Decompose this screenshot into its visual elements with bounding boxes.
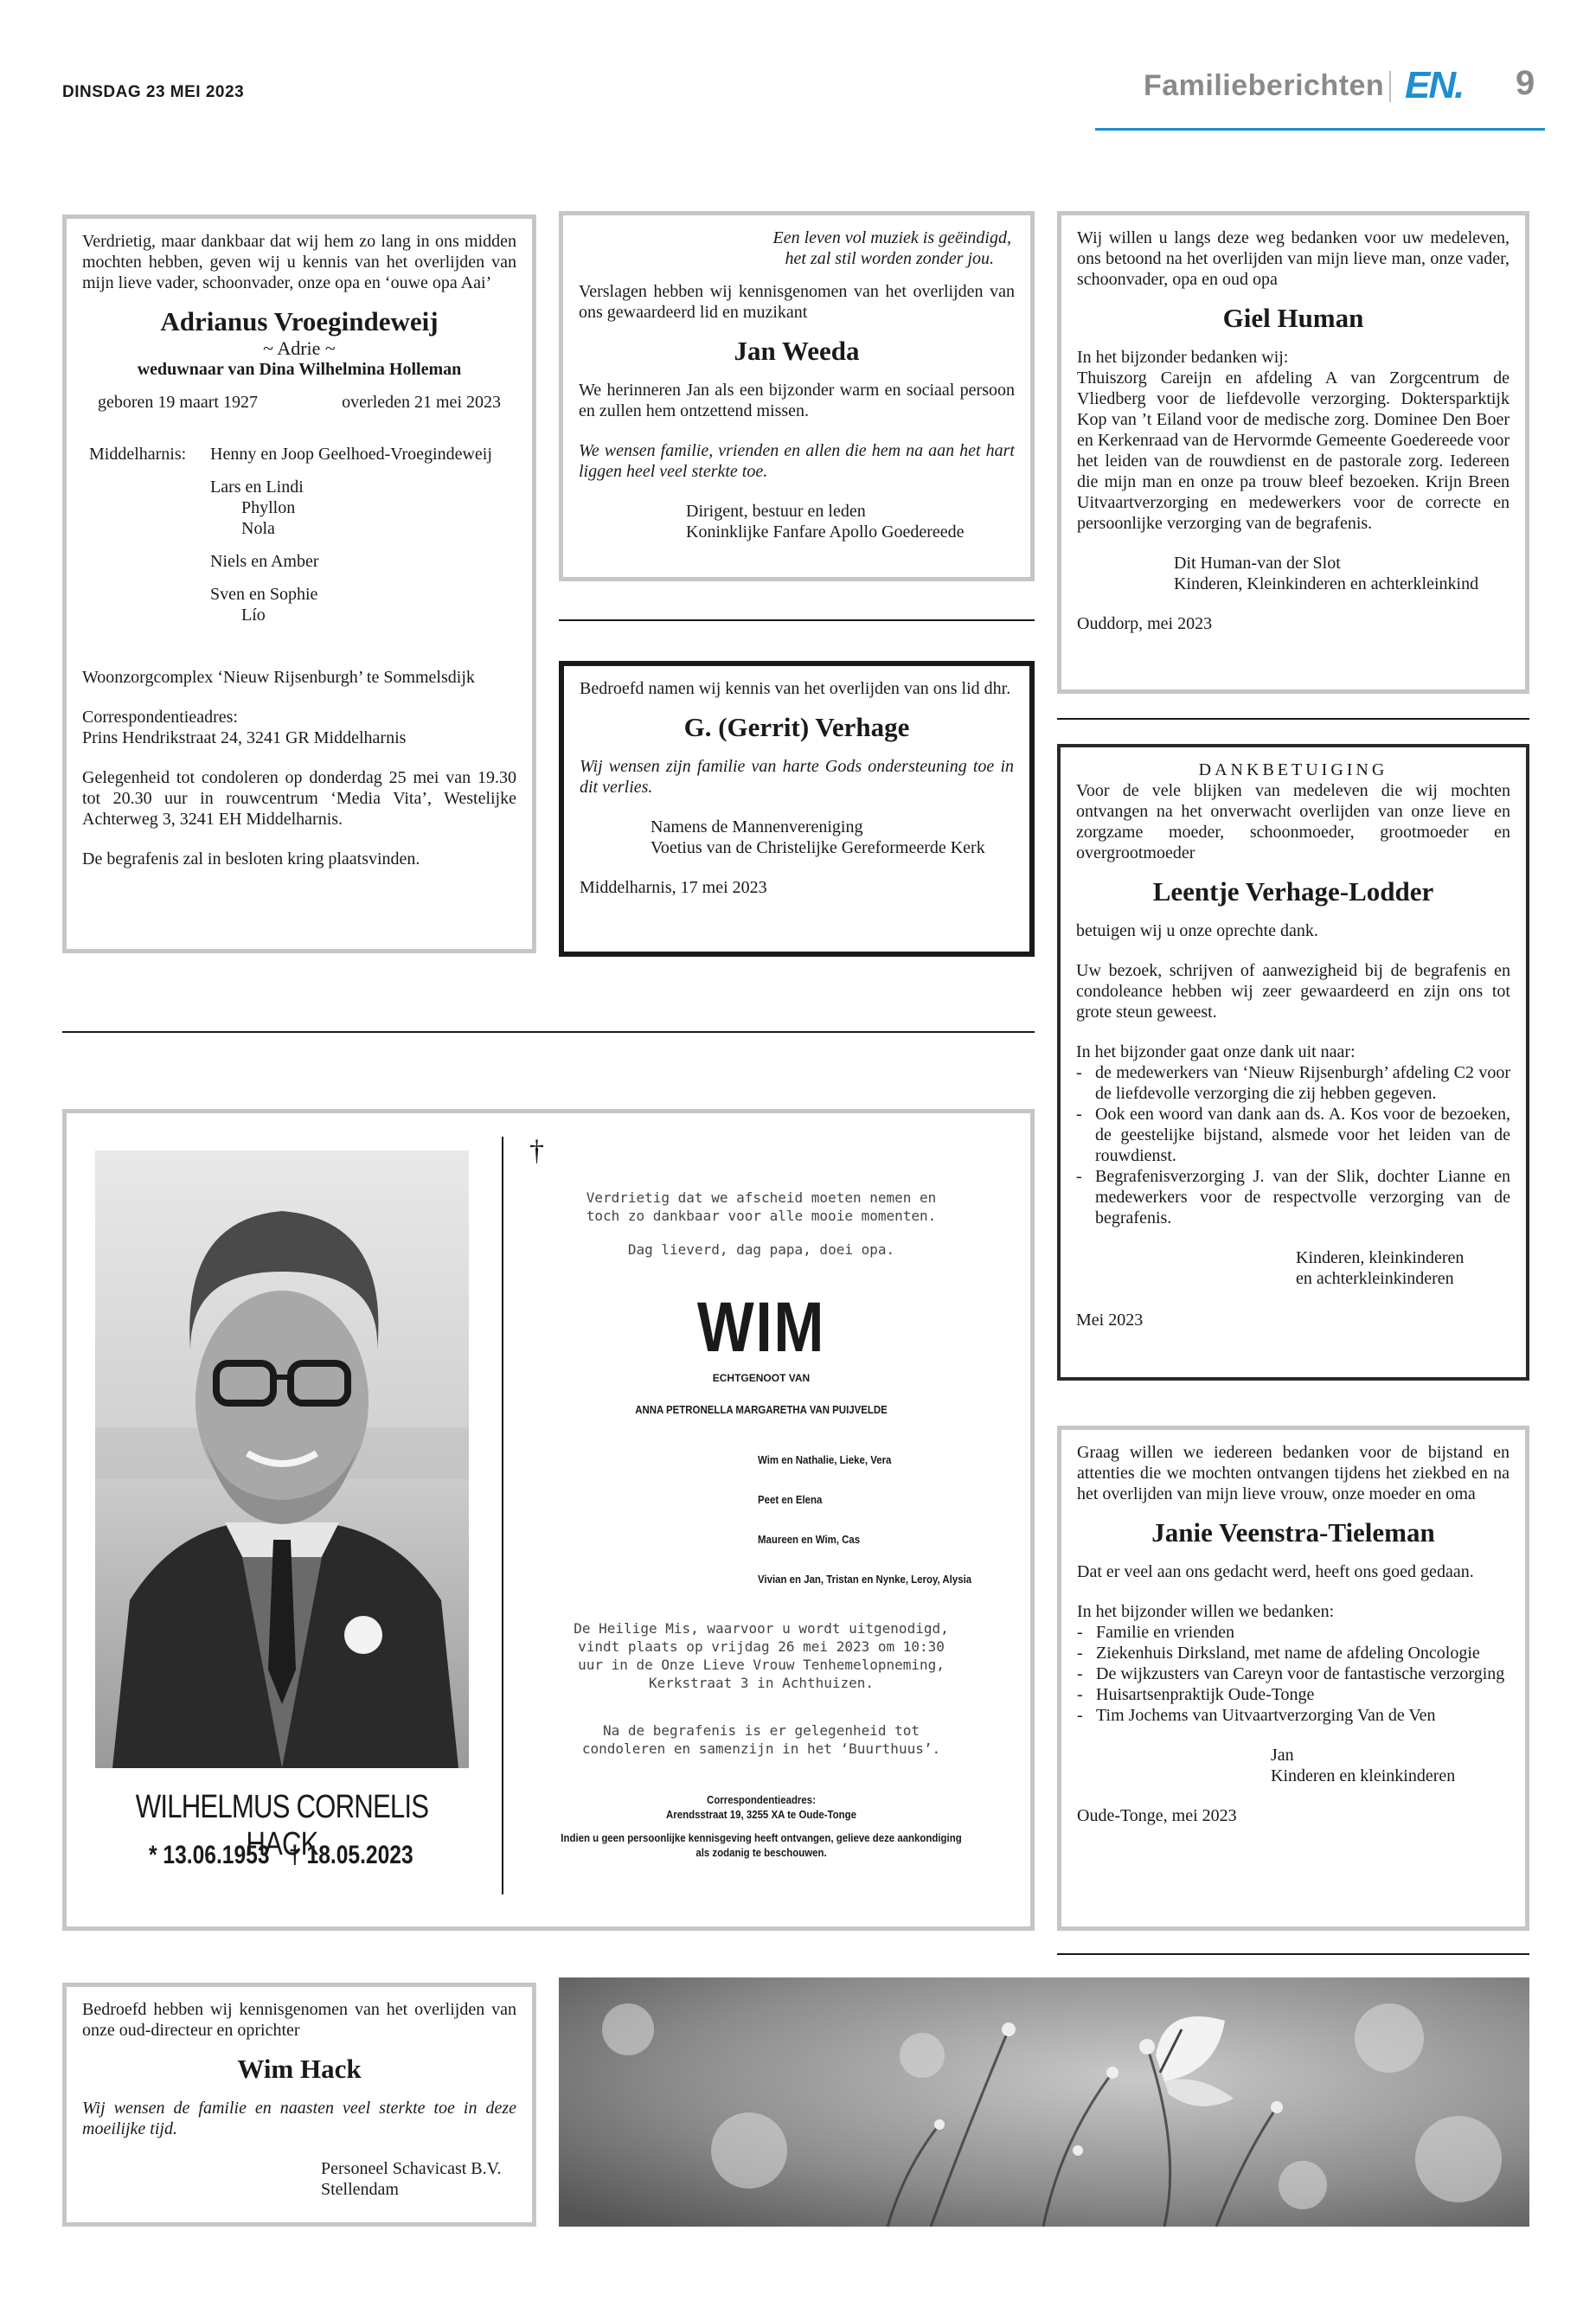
- widower-line: weduwnaar van Dina Wilhelmina Holleman: [137, 360, 462, 379]
- list-item: - Ziekenhuis Dirksland, met name de afdeling Oncologie: [1077, 1643, 1509, 1663]
- deceased-name: Giel Human: [1222, 303, 1364, 333]
- notice-wish: Wij wensen zijn familie van harte Gods ondersteuning toe in dit verlies.: [580, 757, 1014, 797]
- spouse-label: ECHTGENOOT VAN: [712, 1372, 811, 1384]
- family-member: Niels en Amber: [210, 552, 319, 571]
- correspondence-address: Arendsstraat 19, 3255 XA te Oude-Tonge: [666, 1808, 856, 1821]
- notice-intro: Verdrietig, maar dankbaar dat wij hem zo lang in ons midden mochten hebben, geven wij u kennis van het overlijden van mijn lieve vader, schoonvader, onze opa en ‘ouwe opa Aai’: [82, 232, 516, 292]
- column-divider: [1057, 718, 1529, 720]
- nickname: ~ Adrie ~: [263, 337, 336, 359]
- notice-line: Indien u geen persoonlijke kennisgeving heeft ontvangen, gelieve deze aankondiging: [561, 1831, 962, 1844]
- funeral-info: De begrafenis zal in besloten kring plaatsvinden.: [82, 849, 420, 868]
- signature: Kinderen, Kleinkinderen en achterkleinkind: [1174, 574, 1479, 593]
- list-item: - Huisartsenpraktijk Oude-Tonge: [1077, 1684, 1509, 1705]
- cross-icon: †: [529, 1135, 544, 1167]
- deceased-name: Adrianus Vroegindeweij: [160, 306, 439, 336]
- thanks-label: In het bijzonder bedanken wij:: [1077, 348, 1289, 367]
- deceased-name: G. (Gerrit) Verhage: [683, 712, 910, 742]
- header-divider: [1389, 71, 1391, 102]
- family-member: Lars en Lindi: [210, 478, 304, 497]
- vertical-divider: [502, 1137, 503, 1894]
- portrait-photo: [95, 1150, 469, 1768]
- list-item: - Familie en vrienden: [1077, 1622, 1509, 1643]
- signature: Kinderen, kleinkinderen: [1296, 1248, 1465, 1267]
- family-member: Henny en Joop Geelhoed-Vroegindeweij: [210, 445, 492, 464]
- column-divider: [559, 619, 1035, 621]
- list-item: - Ook een woord van dank aan ds. A. Kos voor de bezoeken, de geestelijke bijstand, alsmede voor het leiden van de rouwdienst.: [1076, 1104, 1510, 1166]
- butterfly-photo: [559, 1977, 1529, 2227]
- signature: Voetius van de Christelijke Gereformeerde Kerk: [651, 838, 985, 857]
- notice-text: Dat er veel aan ons gedacht werd, heeft ons goed gedaan.: [1077, 1562, 1474, 1581]
- notice-weeda: [559, 211, 1035, 581]
- thanks-label: In het bijzonder willen we bedanken:: [1077, 1602, 1335, 1621]
- notice-text: We herinneren Jan als een bijzonder warm en sociaal persoon en zullen hem ontzettend missen.: [579, 381, 1015, 420]
- family-member: Nola: [241, 519, 275, 538]
- page-number: 9: [1516, 64, 1535, 102]
- place-date: Oude-Tonge, mei 2023: [1077, 1806, 1237, 1825]
- wim-correspondence: [548, 1792, 975, 1860]
- list-item: - Begrafenisverzorging J. van der Slik, dochter Lianne en medewerkers voor de respectvolle verzorging van de begrafenis.: [1076, 1166, 1510, 1228]
- mass-info: [519, 1619, 1003, 1758]
- notice-intro: Wij willen u langs deze weg bedanken voor uw medeleven, ons betoond na het overlijden van mijn lieve man, onze vader, schoonvader, opa en oud opa: [1077, 228, 1509, 289]
- death-date: † 18.05.2023: [289, 1841, 413, 1869]
- list-item: - Tim Jochems van Uitvaartverzorging Van de Ven: [1077, 1705, 1509, 1726]
- notice-text: Uw bezoek, schrijven of aanwezigheid bij de begrafenis en condoleance hebben wij zeer gewaardeerd en zijn ons tot grote steun geweest.: [1076, 961, 1510, 1022]
- notice-vroegindeweij: [62, 215, 536, 953]
- signature: Stellendam: [321, 2180, 399, 2199]
- mass-line: Kerkstraat 3 in Achthuizen.: [648, 1675, 875, 1691]
- family-place: Middelharnis:: [89, 445, 187, 464]
- thanks-text: Thuiszorg Careijn en afdeling A van Zorgcentrum de Vliedberg voor de liefdevolle verzorging. Doktersparktijk Kop van ’t Eiland voor de medische zorg. Dominee Den Boer en Kerkenraad van de Hervormde Gemeente Goedereede voor het leiden van de rouwdienst en de pastorale zorg. Iedereen die mijn man en onze pa trouw bleef bezoeken. Krijn Breen Uitvaartverzorging en medewerkers voor de correcte en persoonlijke verzorging van de begrafenis.: [1077, 369, 1509, 533]
- notice-tieleman: [1057, 1426, 1529, 1931]
- family-member: Phyllon: [241, 498, 296, 517]
- quote-line: toch zo dankbaar voor alle mooie momenten.: [586, 1208, 937, 1224]
- family-member: Vivian en Jan, Tristan en Nynke, Leroy, Alysia: [758, 1573, 972, 1586]
- family-member: Wim en Nathalie, Lieke, Vera: [758, 1453, 892, 1466]
- correspondence-label: Correspondentieadres:: [82, 708, 238, 727]
- column-divider: [62, 1031, 1035, 1033]
- newspaper-logo: EN.: [1405, 64, 1464, 106]
- thanks-list: [1077, 1622, 1509, 1726]
- spouse-name: ANNA PETRONELLA MARGARETHA VAN PUIJVELDE: [635, 1403, 888, 1416]
- first-name: WIM: [696, 1288, 826, 1367]
- notice-lodder: [1057, 744, 1529, 1381]
- residence: Woonzorgcomplex ‘Nieuw Rijsenburgh’ te Sommelsdijk: [82, 668, 475, 687]
- notice-intro: Bedroefd hebben wij kennisgenomen van het overlijden van onze oud-directeur en oprichter: [82, 2000, 516, 2040]
- mass-line: uur in de Onze Lieve Vrouw Tenhemelopneming,: [578, 1657, 945, 1673]
- birth-date: * 13.06.1953: [149, 1841, 270, 1869]
- header-accent-line: [1095, 128, 1545, 131]
- quote-line: Een leven vol muziek is geëindigd,: [772, 228, 1011, 247]
- farewell-line: Dag lieverd, dag papa, doei opa.: [627, 1241, 895, 1258]
- family-list: [758, 1453, 971, 1586]
- after-line: condoleren en samenzijn in het ‘Buurthuus’.: [581, 1740, 941, 1757]
- after-line: Na de begrafenis is er gelegenheid tot: [602, 1722, 920, 1739]
- quote-line: het zal stil worden zonder jou.: [785, 249, 994, 268]
- issue-date: DINSDAG 23 MEI 2023: [62, 83, 245, 101]
- notice-wish: Wij wensen de familie en naasten veel sterkte toe in deze moeilijke tijd.: [82, 2099, 516, 2138]
- butterfly-image: [559, 1977, 1529, 2227]
- signature: en achterkleinkinderen: [1296, 1269, 1454, 1288]
- wim-quote: [519, 1189, 1003, 1259]
- notice-human: [1057, 211, 1529, 694]
- full-name: WILHELMUS CORNELIS HACK: [135, 1789, 429, 1862]
- deceased-name: Leentje Verhage-Lodder: [1152, 876, 1434, 907]
- notice-text: betuigen wij u onze oprechte dank.: [1076, 921, 1318, 940]
- notice-line: als zodanig te beschouwen.: [695, 1846, 827, 1859]
- thanks-label: In het bijzonder gaat onze dank uit naar:: [1076, 1042, 1356, 1061]
- notice-intro: Bedroefd namen wij kennis van het overlijden van ons lid dhr.: [580, 679, 1011, 698]
- family-member: Peet en Elena: [758, 1493, 823, 1506]
- list-item: - de medewerkers van ‘Nieuw Rijsenburgh’ afdeling C2 voor de liefdevolle verzorging die zij hebben gegeven.: [1076, 1062, 1510, 1104]
- column-divider: [1057, 1953, 1529, 1955]
- quote-line: Verdrietig dat we afscheid moeten nemen en: [586, 1189, 937, 1206]
- signature: Koninklijke Fanfare Apollo Goedereede: [686, 522, 965, 542]
- mass-line: vindt plaats op vrijdag 26 mei 2023 om 10:30: [578, 1638, 945, 1655]
- signature: Jan: [1271, 1746, 1294, 1765]
- death-date: overleden 21 mei 2023: [342, 393, 501, 412]
- mass-line: De Heilige Mis, waarvoor u wordt uitgenodigd,: [574, 1620, 949, 1637]
- place-date: Middelharnis, 17 mei 2023: [580, 878, 767, 897]
- family-member: Lío: [241, 606, 266, 625]
- family-member: Sven en Sophie: [210, 585, 318, 604]
- notice-verhage: [559, 661, 1035, 957]
- notice-intro: Voor de vele blijken van medeleven die wij mochten ontvangen na het onverwacht overlijden van onze lieve en zorgzame moeder, schoonmoeder, grootmoeder en overgrootmoeder: [1076, 781, 1510, 862]
- signature: Dirigent, bestuur en leden: [686, 502, 866, 521]
- list-item: - De wijkzusters van Careyn voor de fantastische verzorging: [1077, 1663, 1509, 1684]
- correspondence-label: Correspondentieadres:: [707, 1793, 816, 1806]
- portrait-image: [95, 1150, 469, 1768]
- deceased-name: Wim Hack: [237, 2054, 362, 2084]
- notice-title: DANKBETUIGING: [1198, 760, 1388, 779]
- section-title: Familieberichten: [1144, 69, 1385, 102]
- notice-hack: [62, 1983, 536, 2227]
- deceased-name: Jan Weeda: [734, 336, 860, 366]
- condolence-info: Gelegenheid tot condoleren op donderdag 25 mei van 19.30 tot 20.30 uur in rouwcentrum ‘Media Vita’, Westelijke Achterweg 3, 3241 EH Middelharnis.: [82, 768, 516, 829]
- notice-intro: Graag willen we iedereen bedanken voor de bijstand en attenties die we mochten ontvangen tijdens het ziekbed en na het overlijden van mijn lieve vrouw, onze moeder en oma: [1077, 1443, 1509, 1503]
- signature: Kinderen en kleinkinderen: [1271, 1766, 1456, 1785]
- notice-intro: Verslagen hebben wij kennisgenomen van het overlijden van ons gewaardeerd lid en muzikant: [579, 282, 1015, 322]
- signature: Namens de Mannenvereniging: [651, 817, 863, 836]
- deceased-name: Janie Veenstra-Tieleman: [1151, 1517, 1435, 1548]
- birth-date: geboren 19 maart 1927: [98, 393, 258, 412]
- family-member: Maureen en Wim, Cas: [758, 1533, 861, 1546]
- correspondence-address: Prins Hendrikstraat 24, 3241 GR Middelharnis: [82, 728, 407, 747]
- signature: Personeel Schavicast B.V.: [321, 2159, 502, 2178]
- notice-wish: We wensen familie, vrienden en allen die hem na aan het hart liggen heel veel sterkte toe.: [579, 441, 1015, 481]
- signature: Dit Human-van der Slot: [1174, 554, 1341, 573]
- thanks-list: [1076, 1062, 1510, 1228]
- place-date: Ouddorp, mei 2023: [1077, 614, 1213, 633]
- place-date: Mei 2023: [1076, 1311, 1144, 1330]
